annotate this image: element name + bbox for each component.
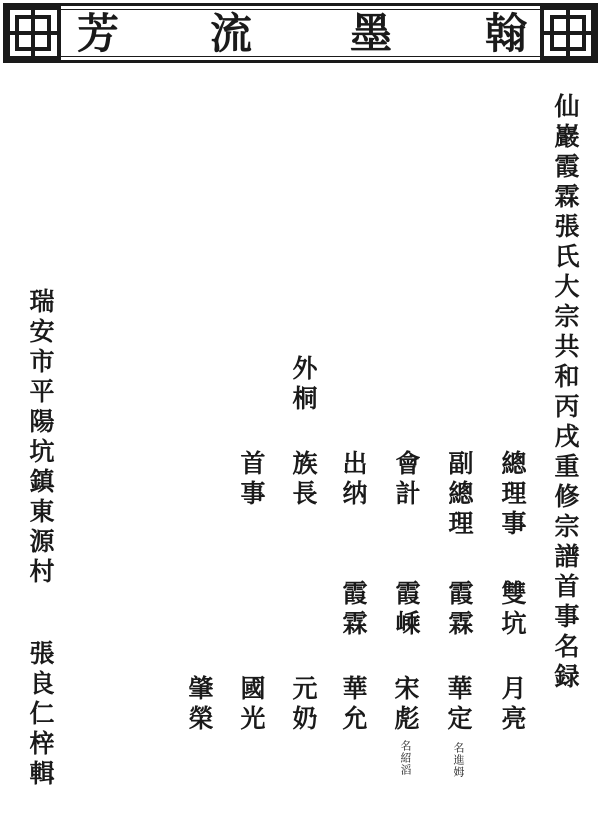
- banner-char-2: 流: [209, 9, 252, 58]
- role-label: 會計: [392, 450, 421, 510]
- editor-address-column: [24, 288, 56, 588]
- role-column-cashier: [337, 450, 369, 510]
- banner-char-4: 翰: [484, 9, 527, 58]
- branch-label: 霞霖: [445, 580, 474, 640]
- fret-corner-right-icon: [538, 3, 598, 63]
- person-name: 華允: [339, 675, 368, 735]
- name-column-elder: [287, 675, 319, 735]
- banner-char-1: 芳: [76, 9, 119, 58]
- name-column-cashier: [337, 675, 369, 735]
- role-column-accountant: [390, 450, 422, 510]
- banner-char-3: 墨: [349, 9, 392, 58]
- name-column-extra: [183, 675, 215, 735]
- role-label: 首事: [237, 450, 266, 510]
- person-name: 宋彪: [391, 675, 420, 735]
- editor-name: 張良仁梓輯: [26, 640, 55, 790]
- header-banner: [0, 0, 603, 68]
- branch-label: 霞嵊: [392, 580, 421, 640]
- role-label: 族長: [289, 450, 318, 510]
- outer-branch-column: [287, 355, 319, 415]
- role-column-chief: [496, 450, 528, 540]
- fret-corner-left-icon: [3, 3, 63, 63]
- name-note: 名進姆: [452, 742, 465, 778]
- name-group-deputy: [443, 675, 473, 735]
- person-name: 肇榮: [185, 675, 214, 735]
- name-column-chief: [496, 675, 528, 735]
- role-label: 副總理: [445, 450, 474, 540]
- role-column-organizer: [235, 450, 267, 510]
- name-column-organizer: [235, 675, 267, 735]
- role-column-deputy: [443, 450, 475, 540]
- branch-label: 霞霖: [339, 580, 368, 640]
- editor-address: 瑞安市平陽坑鎮東源村: [26, 288, 55, 588]
- document-title: 仙巖霞霖張氏大宗共和丙戌重修宗譜首事名録: [551, 93, 580, 693]
- role-label: 出纳: [339, 450, 368, 510]
- person-name: 國光: [237, 675, 266, 735]
- name-group-accountant: [390, 675, 420, 735]
- branch-column-deputy: [443, 580, 475, 640]
- title-column: [549, 93, 581, 693]
- person-name: 華定: [444, 675, 473, 735]
- branch-column-accountant: [390, 580, 422, 640]
- outer-branch-label: 外桐: [289, 355, 318, 415]
- branch-label: 雙坑: [498, 580, 527, 640]
- editor-name-column: [24, 640, 56, 790]
- branch-column-chief: [496, 580, 528, 640]
- person-name: 月亮: [498, 675, 527, 735]
- name-note: 名紹滔: [399, 740, 412, 776]
- person-name: 元奶: [289, 675, 318, 735]
- role-column-elder: [287, 450, 319, 510]
- role-label: 總理事: [498, 450, 527, 540]
- branch-column-cashier: [337, 580, 369, 640]
